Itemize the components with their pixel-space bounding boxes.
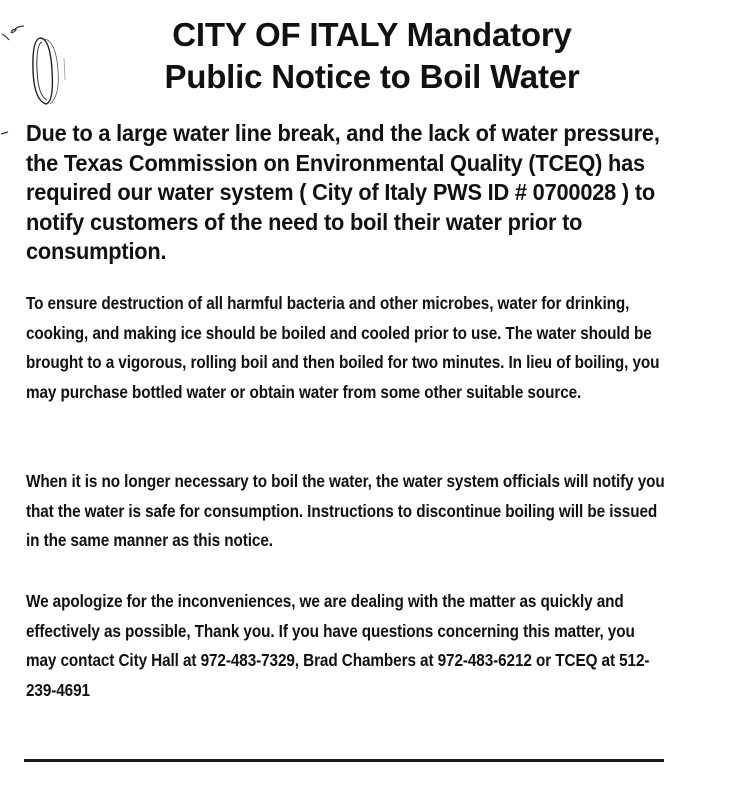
title-line-1: CITY OF ITALY Mandatory bbox=[172, 16, 572, 53]
notice-title bbox=[0, 14, 744, 98]
notification-paragraph: When it is no longer necessary to boil the water, the water system officials will notify you that the water is safe for consumption. Instructions to discontinue boiling will be issued in the same manner as this notice. bbox=[26, 471, 665, 550]
contact-paragraph: We apologize for the inconveniences, we are dealing with the matter as quickly and effectively as possible, Thank you. If you have questions concerning this matter, you may contact City Hall at 972-483-7329, Brad Chambers at 972-483-6212 or TCEQ at 512-239-4691 bbox=[26, 591, 650, 700]
lead-paragraph: Due to a large water line break, and the lack of water pressure, the Texas Commission on Environmental Quality (TCEQ) has required our water system ( City of Italy PWS ID # 0700028 ) to notify customers of the need to boil their water prior to consumption. bbox=[26, 120, 660, 265]
signature-line bbox=[24, 759, 664, 762]
margin-dash-icon bbox=[0, 128, 14, 138]
title-line-2: Public Notice to Boil Water bbox=[164, 58, 580, 95]
boiling-instructions-paragraph: To ensure destruction of all harmful bacteria and other microbes, water for drinking, cooking, and making ice should be boiled and cooled prior to use. The water should be brought to a vigorous, rolling boil and then boiled for two minutes. In lieu of boiling, you may purchase bottled water or obtain water from some other suitable source. bbox=[26, 293, 660, 402]
